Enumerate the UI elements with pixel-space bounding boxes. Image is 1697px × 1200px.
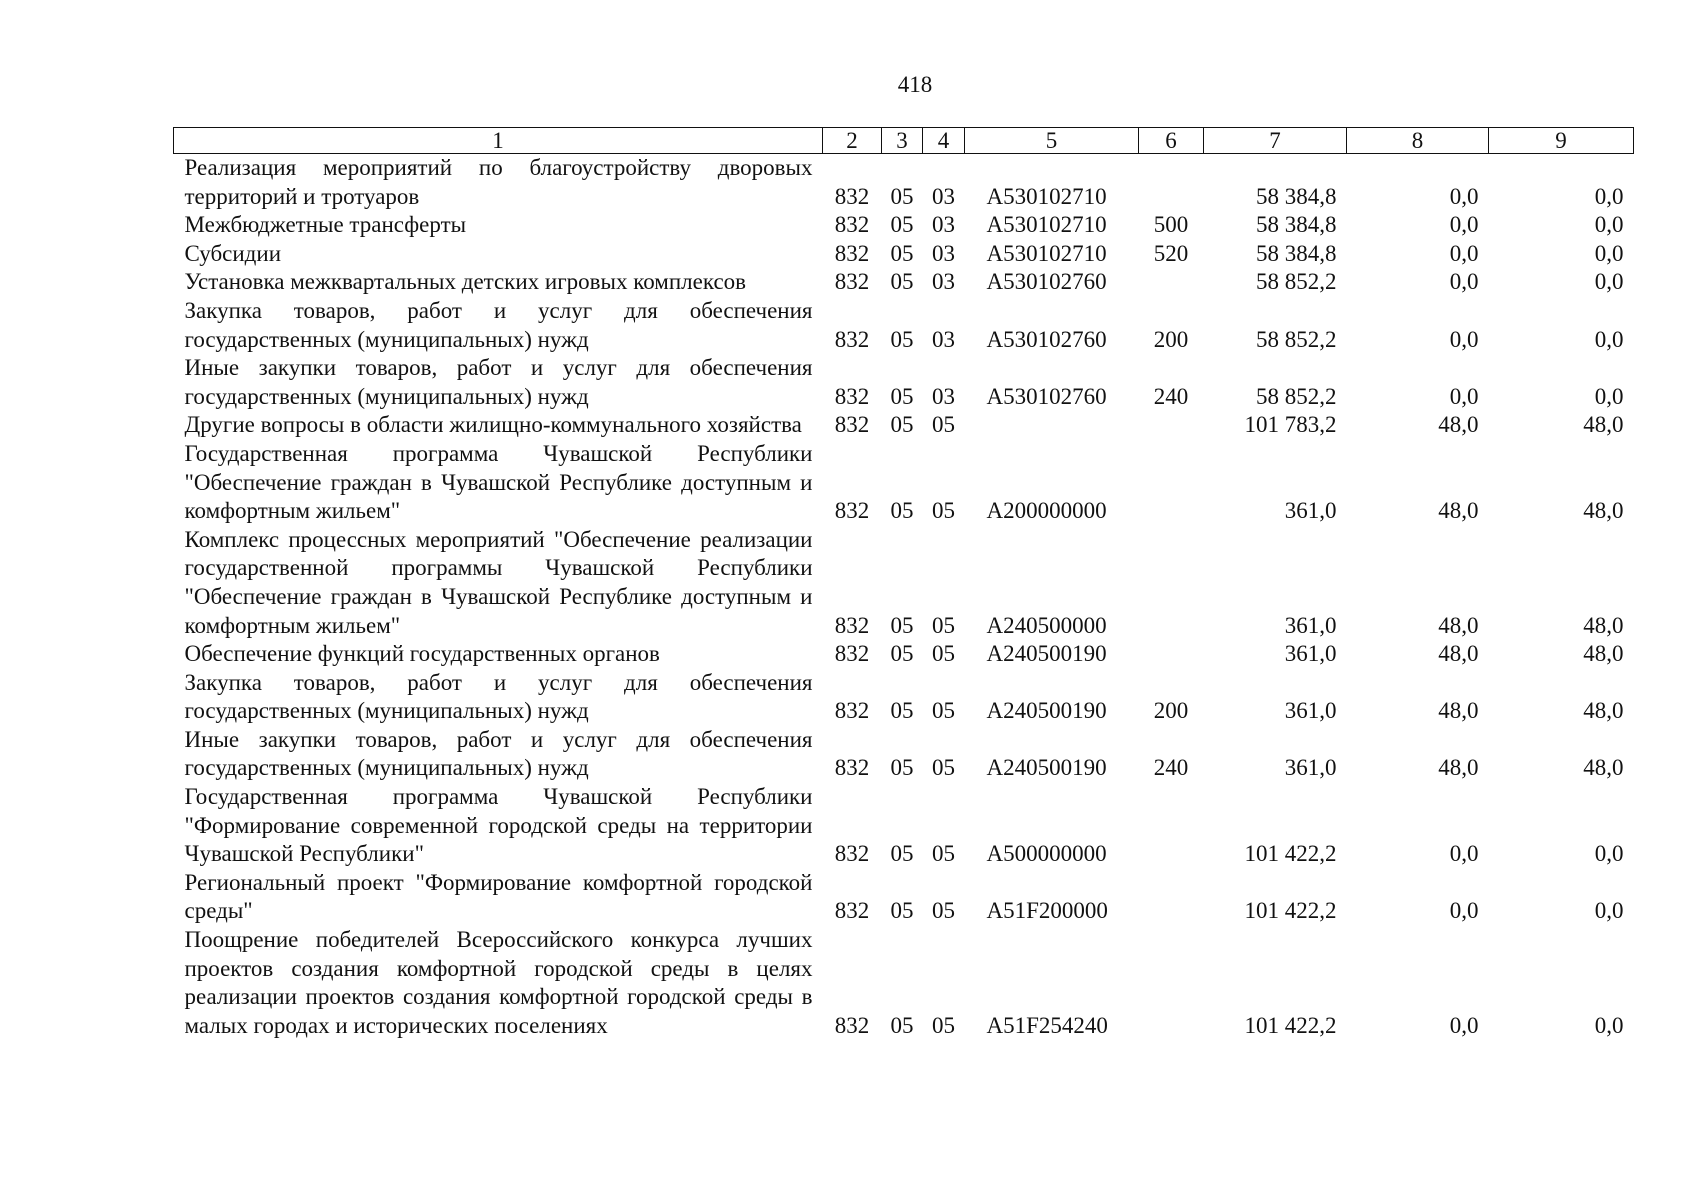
target-article-code: A530102710 bbox=[986, 183, 1107, 209]
amount-col-8: 48,0 bbox=[1438, 412, 1479, 438]
col-header-6: 6 bbox=[1139, 128, 1204, 154]
ministry-code: 832 bbox=[834, 183, 870, 209]
amount-col-8: 48,0 bbox=[1438, 755, 1479, 781]
subsection-code: 03 bbox=[932, 240, 955, 266]
amount-col-7: 361,0 bbox=[1284, 612, 1337, 638]
amount-col-8: 0,0 bbox=[1449, 183, 1479, 209]
subsection-code: 05 bbox=[932, 498, 955, 524]
row-description: Региональный проект "Формирование комфортной городской среды" bbox=[184, 869, 813, 924]
expense-type-code bbox=[1139, 783, 1204, 869]
amount-col-7: 361,0 bbox=[1284, 755, 1337, 781]
expense-type-code: 200 bbox=[1153, 326, 1189, 352]
expense-type-code: 240 bbox=[1153, 755, 1189, 781]
subsection-code: 05 bbox=[932, 755, 955, 781]
ministry-code: 832 bbox=[834, 212, 870, 238]
amount-col-7: 101 422,2 bbox=[1244, 898, 1337, 924]
section-code: 05 bbox=[890, 240, 914, 266]
amount-col-8: 48,0 bbox=[1438, 641, 1479, 667]
expense-type-code bbox=[1139, 526, 1204, 640]
section-code: 05 bbox=[890, 212, 914, 238]
expense-type-code bbox=[1139, 640, 1204, 669]
amount-col-7: 58 852,2 bbox=[1256, 326, 1337, 352]
expense-type-code: 500 bbox=[1153, 212, 1189, 238]
expense-type-code: 200 bbox=[1153, 698, 1189, 724]
row-description: Закупка товаров, работ и услуг для обеспечения государственных (муниципальных) нужд bbox=[184, 669, 813, 724]
amount-col-9: 0,0 bbox=[1594, 240, 1624, 266]
row-description: Субсидии bbox=[184, 240, 282, 266]
ministry-code: 832 bbox=[834, 498, 870, 524]
row-description: Установка межквартальных детских игровых комплексов bbox=[184, 269, 747, 295]
amount-col-8: 0,0 bbox=[1449, 212, 1479, 238]
amount-col-8: 0,0 bbox=[1449, 383, 1479, 409]
amount-col-8: 0,0 bbox=[1449, 326, 1479, 352]
amount-col-8: 0,0 bbox=[1449, 898, 1479, 924]
table-row bbox=[174, 869, 1634, 926]
section-code: 05 bbox=[890, 183, 914, 209]
expense-type-code bbox=[1139, 926, 1204, 1040]
ministry-code: 832 bbox=[834, 269, 870, 295]
subsection-code: 03 bbox=[932, 383, 955, 409]
expense-type-code bbox=[1139, 268, 1204, 297]
amount-col-9: 0,0 bbox=[1594, 383, 1624, 409]
row-description: Другие вопросы в области жилищно-коммунального хозяйства bbox=[184, 412, 802, 438]
amount-col-8: 0,0 bbox=[1449, 1012, 1479, 1038]
expense-type-code: 520 bbox=[1153, 240, 1189, 266]
expense-type-code bbox=[1139, 154, 1204, 212]
amount-col-9: 48,0 bbox=[1583, 412, 1624, 438]
section-code: 05 bbox=[890, 641, 914, 667]
table-row bbox=[174, 669, 1634, 726]
section-code: 05 bbox=[890, 755, 914, 781]
target-article-code: A530102710 bbox=[986, 240, 1107, 266]
amount-col-7: 58 852,2 bbox=[1256, 269, 1337, 295]
amount-col-8: 0,0 bbox=[1449, 269, 1479, 295]
row-description: Государственная программа Чувашской Республики "Обеспечение граждан в Чувашской Республике доступным и комфортным жильем" bbox=[184, 440, 813, 524]
section-code: 05 bbox=[890, 612, 914, 638]
subsection-code: 05 bbox=[932, 412, 955, 438]
ministry-code: 832 bbox=[834, 412, 870, 438]
col-header-1: 1 bbox=[174, 128, 823, 154]
subsection-code: 03 bbox=[932, 269, 955, 295]
table-body bbox=[174, 154, 1634, 1041]
ministry-code: 832 bbox=[834, 612, 870, 638]
col-header-5: 5 bbox=[965, 128, 1139, 154]
row-description: Комплекс процессных мероприятий "Обеспечение реализации государственной программы Чувашской Республики "Обеспечение граждан в Чувашской Республике доступным и комфортным жильем" bbox=[184, 526, 813, 638]
target-article-code: A200000000 bbox=[986, 498, 1107, 524]
row-description: Иные закупки товаров, работ и услуг для обеспечения государственных (муниципальных) нужд bbox=[184, 355, 813, 409]
subsection-code: 05 bbox=[932, 841, 955, 867]
amount-col-7: 58 384,8 bbox=[1256, 183, 1337, 209]
table-row bbox=[174, 154, 1634, 212]
table-row bbox=[174, 526, 1634, 640]
subsection-code: 03 bbox=[932, 212, 955, 238]
expense-type-code bbox=[1139, 869, 1204, 926]
table-row bbox=[174, 440, 1634, 526]
section-code: 05 bbox=[890, 383, 914, 409]
amount-col-9: 0,0 bbox=[1594, 183, 1624, 209]
target-article-code: A530102760 bbox=[986, 269, 1107, 295]
table-row bbox=[174, 268, 1634, 297]
amount-col-9: 0,0 bbox=[1594, 326, 1624, 352]
ministry-code: 832 bbox=[834, 898, 870, 924]
table-row bbox=[174, 783, 1634, 869]
target-article-code: A240500190 bbox=[986, 641, 1107, 667]
subsection-code: 03 bbox=[932, 183, 955, 209]
ministry-code: 832 bbox=[834, 841, 870, 867]
amount-col-8: 0,0 bbox=[1449, 240, 1479, 266]
target-article-code: A500000000 bbox=[986, 841, 1107, 867]
table-row bbox=[174, 640, 1634, 669]
row-description: Иные закупки товаров, работ и услуг для обеспечения государственных (муниципальных) нужд bbox=[184, 726, 813, 781]
amount-col-7: 101 783,2 bbox=[1244, 412, 1337, 438]
col-header-4: 4 bbox=[923, 128, 965, 154]
amount-col-9: 48,0 bbox=[1583, 755, 1624, 781]
amount-col-9: 0,0 bbox=[1594, 898, 1624, 924]
target-article-code: A530102760 bbox=[986, 326, 1107, 352]
col-header-2: 2 bbox=[823, 128, 882, 154]
table-row bbox=[174, 411, 1634, 440]
amount-col-7: 101 422,2 bbox=[1244, 1012, 1337, 1038]
amount-col-7: 58 384,8 bbox=[1256, 240, 1337, 266]
amount-col-7: 361,0 bbox=[1284, 641, 1337, 667]
table-row bbox=[174, 211, 1634, 240]
ministry-code: 832 bbox=[834, 240, 870, 266]
target-article-code: A530102710 bbox=[986, 212, 1107, 238]
row-description: Закупка товаров, работ и услуг для обеспечения государственных (муниципальных) нужд bbox=[184, 297, 813, 352]
ministry-code: 832 bbox=[834, 755, 870, 781]
ministry-code: 832 bbox=[834, 383, 870, 409]
target-article-code: A530102760 bbox=[986, 383, 1107, 409]
amount-col-9: 0,0 bbox=[1594, 1012, 1624, 1038]
amount-col-8: 48,0 bbox=[1438, 498, 1479, 524]
page-number: 418 bbox=[897, 72, 933, 97]
table-row bbox=[174, 297, 1634, 354]
budget-table bbox=[173, 127, 1634, 1040]
header-row bbox=[174, 128, 1634, 154]
subsection-code: 03 bbox=[932, 326, 955, 352]
row-description: Реализация мероприятий по благоустройству дворовых территорий и тротуаров bbox=[184, 155, 813, 209]
table-row bbox=[174, 354, 1634, 411]
row-description: Обеспечение функций государственных органов bbox=[184, 641, 660, 667]
expense-type-code: 240 bbox=[1153, 383, 1189, 409]
amount-col-9: 0,0 bbox=[1594, 212, 1624, 238]
ministry-code: 832 bbox=[834, 326, 870, 352]
subsection-code: 05 bbox=[932, 612, 955, 638]
subsection-code: 05 bbox=[932, 898, 955, 924]
subsection-code: 05 bbox=[932, 1012, 955, 1038]
section-code: 05 bbox=[890, 498, 914, 524]
section-code: 05 bbox=[890, 1012, 914, 1038]
amount-col-9: 0,0 bbox=[1594, 841, 1624, 867]
target-article-code: A51F200000 bbox=[986, 898, 1108, 924]
col-header-8: 8 bbox=[1347, 128, 1489, 154]
section-code: 05 bbox=[890, 898, 914, 924]
amount-col-7: 361,0 bbox=[1284, 498, 1337, 524]
row-description: Поощрение победителей Всероссийского конкурса лучших проектов создания комфортной городской среды в целях реализации проектов создания комфортной городской среды в малых городах и исторических поселениях bbox=[184, 927, 813, 1038]
section-code: 05 bbox=[890, 841, 914, 867]
section-code: 05 bbox=[890, 412, 914, 438]
target-article-code: A51F254240 bbox=[986, 1012, 1108, 1038]
amount-col-9: 48,0 bbox=[1583, 498, 1624, 524]
subsection-code: 05 bbox=[932, 698, 955, 724]
target-article-code: A240500190 bbox=[986, 698, 1107, 724]
amount-col-8: 0,0 bbox=[1449, 841, 1479, 867]
amount-col-7: 58 384,8 bbox=[1256, 212, 1337, 238]
table-row bbox=[174, 240, 1634, 269]
amount-col-9: 0,0 bbox=[1594, 269, 1624, 295]
row-description: Государственная программа Чувашской Республики "Формирование современной городской среды на территории Чувашской Республики" bbox=[184, 784, 813, 867]
section-code: 05 bbox=[890, 269, 914, 295]
amount-col-9: 48,0 bbox=[1583, 698, 1624, 724]
col-header-9: 9 bbox=[1489, 128, 1634, 154]
table-row bbox=[174, 726, 1634, 783]
col-header-3: 3 bbox=[882, 128, 923, 154]
col-header-7: 7 bbox=[1204, 128, 1347, 154]
amount-col-7: 58 852,2 bbox=[1256, 383, 1337, 409]
table-row bbox=[174, 926, 1634, 1040]
amount-col-8: 48,0 bbox=[1438, 612, 1479, 638]
ministry-code: 832 bbox=[834, 641, 870, 667]
section-code: 05 bbox=[890, 698, 914, 724]
amount-col-9: 48,0 bbox=[1583, 612, 1624, 638]
amount-col-9: 48,0 bbox=[1583, 641, 1624, 667]
amount-col-7: 101 422,2 bbox=[1244, 841, 1337, 867]
ministry-code: 832 bbox=[834, 1012, 870, 1038]
section-code: 05 bbox=[890, 326, 914, 352]
row-description: Межбюджетные трансферты bbox=[184, 212, 467, 238]
subsection-code: 05 bbox=[932, 641, 955, 667]
target-article-code: A240500000 bbox=[986, 612, 1107, 638]
ministry-code: 832 bbox=[834, 698, 870, 724]
expense-type-code bbox=[1139, 411, 1204, 440]
amount-col-7: 361,0 bbox=[1284, 698, 1337, 724]
amount-col-8: 48,0 bbox=[1438, 698, 1479, 724]
target-article-code: A240500190 bbox=[986, 755, 1107, 781]
expense-type-code bbox=[1139, 440, 1204, 526]
target-article-code bbox=[965, 411, 1139, 440]
